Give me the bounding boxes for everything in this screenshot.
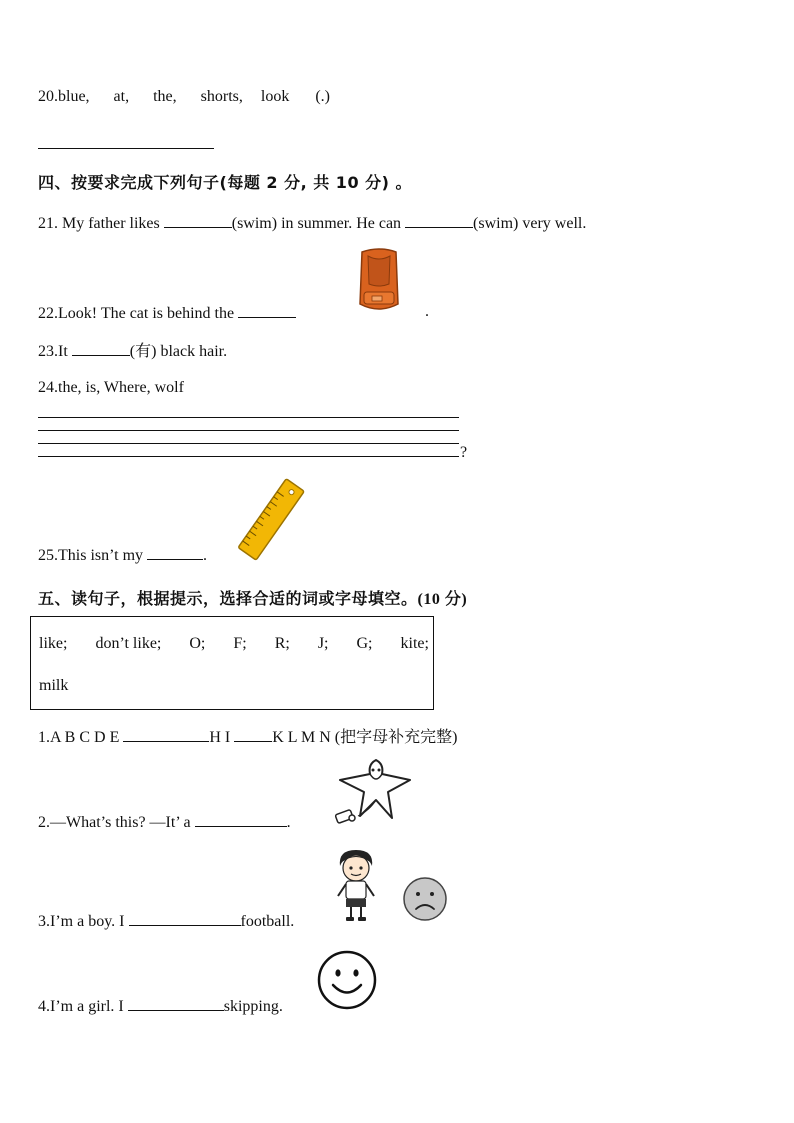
- section5-heading-main: 五、读句子，根据提示，选择合适的词或字母填空。: [38, 589, 418, 608]
- q23-blank[interactable]: [72, 341, 130, 356]
- q25-line: [38, 545, 207, 565]
- q23-text-1: 23.It: [38, 343, 68, 360]
- word-bank-item: don’t like;: [95, 635, 162, 652]
- sweater-icon: [356, 248, 402, 314]
- q22-text: 22.Look! The cat is behind the: [38, 305, 235, 322]
- p1-text-1: 1.A B C D E: [38, 729, 120, 746]
- section5-heading-score: (10 分): [417, 591, 468, 608]
- q20-line: [38, 88, 330, 106]
- p1-text-3: K L M N (把字母补充完整): [272, 729, 458, 746]
- p3-blank[interactable]: [129, 911, 241, 926]
- p2-period: .: [286, 814, 291, 831]
- q24-line-1[interactable]: [38, 417, 459, 418]
- q24-line-4[interactable]: [38, 456, 459, 457]
- word-bank-item: like;: [39, 635, 68, 652]
- boy-icon: [332, 848, 380, 922]
- word-bank-item: R;: [274, 635, 290, 652]
- kite-icon: [330, 758, 412, 830]
- q21-text-2: (swim) in summer. He can: [231, 215, 402, 232]
- q20-word-5: look: [260, 88, 290, 105]
- p3-line: [38, 911, 294, 931]
- q20-word-2: at,: [113, 88, 130, 105]
- word-bank-item: J;: [317, 635, 329, 652]
- ruler-icon: [234, 478, 310, 562]
- word-bank-box: [30, 616, 434, 710]
- q22-blank[interactable]: [238, 303, 296, 318]
- word-bank-item: milk: [39, 677, 69, 694]
- p1-text-2: H I: [209, 729, 231, 746]
- q22-period: .: [425, 303, 429, 320]
- q20-word-3: the,: [153, 88, 177, 105]
- happy-face-icon: [317, 950, 377, 1010]
- q21-blank-1[interactable]: [164, 213, 232, 228]
- q21-text-1: . My father likes: [54, 215, 160, 232]
- q21-blank-2[interactable]: [405, 213, 473, 228]
- q25-period: .: [203, 547, 208, 564]
- p1-blank-1[interactable]: [123, 727, 209, 742]
- q24-line-3[interactable]: [38, 443, 459, 444]
- word-bank-item: kite;: [400, 635, 429, 652]
- q20-word-1: blue,: [58, 88, 90, 105]
- p2-blank[interactable]: [195, 812, 287, 827]
- q21-text-3: (swim) very well.: [473, 215, 587, 232]
- p4-text-2: skipping.: [223, 998, 283, 1015]
- section4-heading: 四、按要求完成下列句子(每题 2 分, 共 10 分) 。: [38, 173, 413, 192]
- q23-text-2: (有) black hair.: [129, 343, 228, 360]
- p1-blank-2[interactable]: [234, 727, 272, 742]
- p4-text-1: 4.I’m a girl. I: [38, 998, 124, 1015]
- q25-blank[interactable]: [147, 545, 203, 560]
- q20-word-4: shorts,: [200, 88, 243, 105]
- p1-line: [38, 724, 457, 747]
- q20-number: 20.: [38, 88, 58, 105]
- p4-line: [38, 996, 283, 1016]
- p3-text-2: football.: [240, 913, 295, 930]
- word-bank-item: G;: [356, 635, 373, 652]
- sad-face-icon: [402, 876, 448, 922]
- q24-prompt: 24.the, is, Where, wolf: [38, 379, 184, 396]
- q23-line: [38, 338, 227, 361]
- q24-line-2[interactable]: [38, 430, 459, 431]
- word-bank-item: F;: [233, 635, 247, 652]
- q22-line: [38, 303, 296, 323]
- q21-line: [38, 213, 586, 233]
- section5-heading: [38, 586, 467, 609]
- p4-blank[interactable]: [128, 996, 224, 1011]
- q20-answer-line[interactable]: [38, 148, 214, 149]
- word-bank-row-1: [39, 635, 429, 653]
- q20-word-6: (.): [315, 88, 330, 105]
- p2-line: [38, 812, 291, 832]
- q24-question-mark: ?: [460, 444, 468, 461]
- p3-text-1: 3.I’m a boy. I: [38, 913, 125, 930]
- p2-text: 2.—What’s this? —It’ a: [38, 814, 191, 831]
- q21-number: 21: [38, 215, 54, 232]
- word-bank-item: O;: [189, 635, 206, 652]
- q25-text: 25.This isn’t my: [38, 547, 144, 564]
